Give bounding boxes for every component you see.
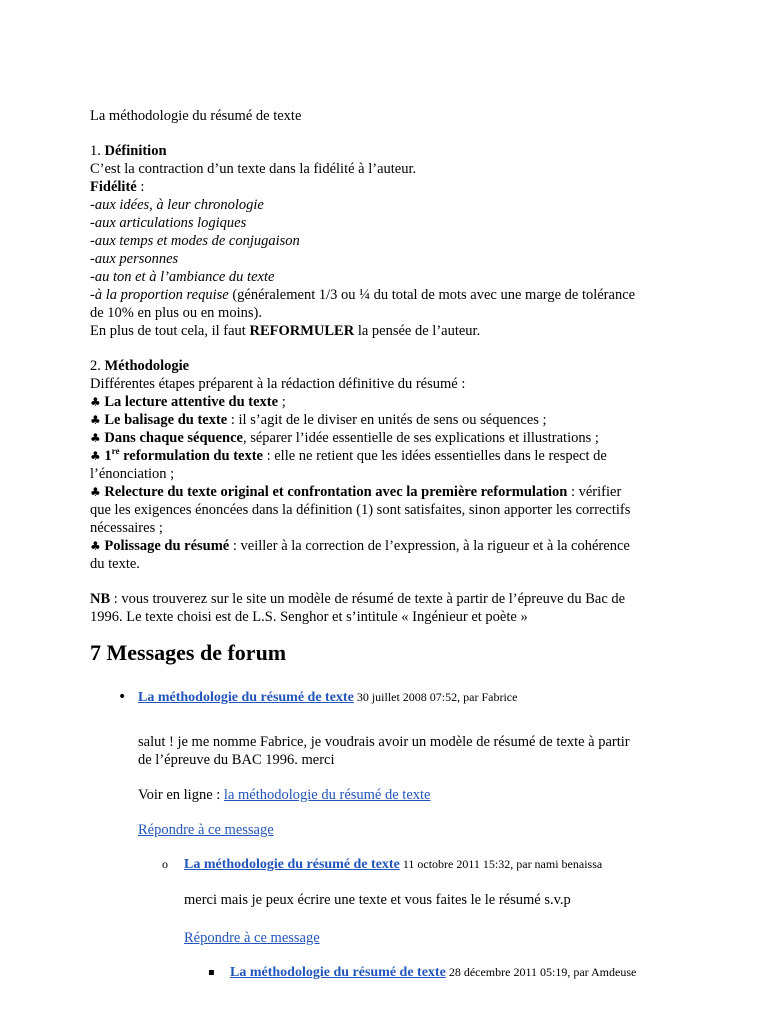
document-body bbox=[90, 107, 690, 982]
step-polissage-cont: du texte. bbox=[90, 556, 140, 572]
section-1-title: Définition bbox=[104, 143, 167, 159]
step-relecture-cont: que les exigences énoncées dans la définition (1) sont satisfaites, sinon apporter les correctifs bbox=[90, 502, 631, 518]
step-relecture: ♣ Relecture du texte original et confrontation avec la première reformulation : vérifier bbox=[90, 484, 622, 500]
section-1-heading bbox=[90, 142, 690, 160]
post-meta: 28 décembre 2011 05:19, par Amdeuse bbox=[445, 965, 637, 979]
forum-heading: 7 Messages de forum bbox=[90, 640, 287, 665]
forum-post bbox=[118, 688, 690, 839]
definition-text: C’est la contraction d’un texte dans la fidélité à l’auteur. bbox=[90, 161, 417, 177]
club-icon: ♣ bbox=[90, 413, 101, 427]
section-1-number: 1. bbox=[90, 143, 105, 159]
document-title: La méthodologie du résumé de texte bbox=[90, 108, 302, 124]
fidelity-item: -au ton et à l’ambiance du texte bbox=[90, 269, 275, 285]
step-lecture: ♣ La lecture attentive du texte ; bbox=[90, 394, 286, 410]
bullet-disc-icon: • bbox=[118, 689, 127, 705]
online-line: Voir en ligne : la méthodologie du résumé de texte bbox=[138, 787, 431, 803]
step-polissage: ♣ Polissage du résumé : veiller à la correction de l’expression, à la rigueur et à la cohérence bbox=[90, 538, 630, 554]
proportion-line: -à la proportion requise (généralement 1/3 ou ¼ du total de mots avec une marge de tolérance bbox=[90, 287, 636, 303]
bullet-circle-icon: o bbox=[162, 857, 168, 871]
section-2-title: Méthodologie bbox=[104, 358, 190, 374]
reply-link[interactable]: Répondre à ce message bbox=[184, 930, 320, 946]
post-body: merci mais je peux écrire une texte et vous faites le le résumé s.v.p bbox=[184, 892, 571, 908]
post-body-cont: de l’épreuve du BAC 1996. merci bbox=[138, 752, 335, 768]
fidelity-item: -aux articulations logiques bbox=[90, 215, 247, 231]
section-2-number: 2. bbox=[90, 358, 105, 374]
section-2-heading bbox=[90, 357, 690, 375]
post-body: salut ! je me nomme Fabrice, je voudrais avoir un modèle de résumé de texte à partir bbox=[138, 734, 630, 750]
club-icon: ♣ bbox=[90, 431, 101, 445]
post-title-link[interactable]: La méthodologie du résumé de texte bbox=[138, 690, 354, 705]
step-balisage: ♣ Le balisage du texte : il s’agit de le diviser en unités de sens ou séquences ; bbox=[90, 412, 547, 428]
methodology-intro: Différentes étapes préparent à la rédaction définitive du résumé : bbox=[90, 376, 466, 392]
bullet-square-icon: ▪ bbox=[208, 967, 215, 978]
step-relecture-cont: nécessaires ; bbox=[90, 520, 163, 536]
step-reformulation-cont: l’énonciation ; bbox=[90, 466, 175, 482]
fidelity-item: -aux idées, à leur chronologie bbox=[90, 197, 264, 213]
post-title-link[interactable]: La méthodologie du résumé de texte bbox=[184, 857, 400, 872]
club-icon: ♣ bbox=[90, 539, 101, 553]
reply-link[interactable]: Répondre à ce message bbox=[138, 822, 274, 838]
club-icon: ♣ bbox=[90, 395, 101, 409]
online-link[interactable]: la méthodologie du résumé de texte bbox=[223, 787, 431, 803]
fidelity-item: -aux temps et modes de conjugaison bbox=[90, 233, 300, 249]
club-icon: ♣ bbox=[90, 485, 101, 499]
proportion-line-cont: de 10% en plus ou en moins). bbox=[90, 305, 262, 321]
nb-note-cont: 1996. Le texte choisi est de L.S. Senghor et s’intitule « Ingénieur et poète » bbox=[90, 609, 528, 625]
post-meta: 30 juillet 2008 07:52, par Fabrice bbox=[353, 690, 518, 704]
fidelity-label-line: Fidélité : bbox=[90, 179, 145, 195]
forum-post bbox=[208, 963, 690, 982]
post-title-link[interactable]: La méthodologie du résumé de texte bbox=[230, 965, 446, 980]
reformulate-line: En plus de tout cela, il faut REFORMULER la pensée de l’auteur. bbox=[90, 323, 481, 339]
fidelity-label: Fidélité bbox=[90, 179, 137, 195]
step-sequence: ♣ Dans chaque séquence, séparer l’idée essentielle de ses explications et illustrations ; bbox=[90, 430, 599, 446]
post-meta: 11 octobre 2011 15:32, par nami benaissa bbox=[399, 857, 603, 871]
forum-post bbox=[162, 855, 690, 947]
step-reformulation: ♣ 1re reformulation du texte : elle ne retient que les idées essentielles dans le respect de bbox=[90, 446, 607, 464]
fidelity-item: -aux personnes bbox=[90, 251, 179, 267]
nb-note: NB : vous trouverez sur le site un modèle de résumé de texte à partir de l’épreuve du Bac de bbox=[90, 591, 626, 607]
club-icon: ♣ bbox=[90, 449, 101, 463]
